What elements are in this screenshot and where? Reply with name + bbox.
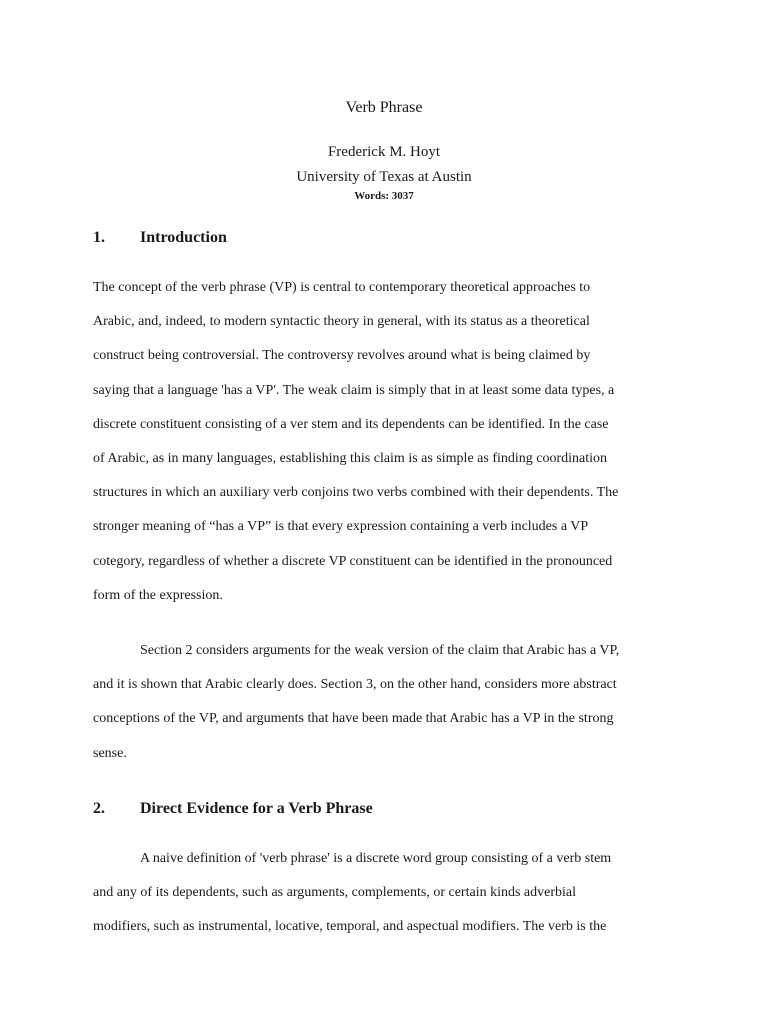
text-line: structures in which an auxiliary verb conjoins two verbs combined with their dependents. The — [93, 485, 619, 501]
paragraph-2 — [93, 634, 661, 771]
author-name: Frederick M. Hoyt — [327, 144, 441, 160]
section-1-heading — [93, 228, 227, 248]
text-line: construct being controversial. The controversy revolves around what is being claimed by — [93, 348, 591, 364]
text-line: cotegory, regardless of whether a discrete VP constituent can be identified in the pronounced — [93, 553, 613, 569]
section-title: Direct Evidence for a Verb Phrase — [140, 800, 373, 817]
text-line: Arabic, and, indeed, to modern syntactic theory in general, with its status as a theoretical — [93, 314, 590, 330]
text-line: modifiers, such as instrumental, locative, temporal, and aspectual modifiers. The verb is the — [93, 919, 607, 935]
text-line: Section 2 considers arguments for the weak version of the claim that Arabic has a VP, — [140, 643, 620, 658]
text-line: The concept of the verb phrase (VP) is central to contemporary theoretical approaches to — [93, 280, 591, 295]
text-line: sense. — [93, 745, 127, 761]
document-title: Verb Phrase — [345, 99, 423, 116]
text-line: discrete constituent consisting of a ver stem and its dependents can be identified. In the case — [93, 416, 609, 432]
text-line: form of the expression. — [93, 587, 223, 603]
text-line: conceptions of the VP, and arguments that have been made that Arabic has a VP in the strong — [93, 711, 614, 727]
section-title: Introduction — [140, 229, 227, 246]
section-number: 1. — [93, 229, 105, 246]
paragraph-3 — [93, 842, 661, 945]
word-count: Words: 3037 — [354, 190, 414, 202]
author-affiliation: University of Texas at Austin — [296, 169, 472, 185]
text-line: saying that a language 'has a VP'. The weak claim is simply that in at least some data types, a — [93, 382, 615, 398]
text-line: stronger meaning of “has a VP” is that every expression containing a verb includes a VP — [93, 519, 589, 535]
section-number: 2. — [93, 800, 105, 817]
text-line: A naive definition of 'verb phrase' is a discrete word group consisting of a verb stem — [140, 851, 612, 866]
text-line: and any of its dependents, such as arguments, complements, or certain kinds adverbial — [93, 885, 576, 901]
text-line: of Arabic, as in many languages, establishing this claim is as simple as finding coordination — [93, 451, 608, 467]
section-2-heading — [93, 799, 373, 819]
text-line: and it is shown that Arabic clearly does. Section 3, on the other hand, considers more abstract — [93, 677, 617, 693]
paragraph-1 — [93, 271, 661, 613]
